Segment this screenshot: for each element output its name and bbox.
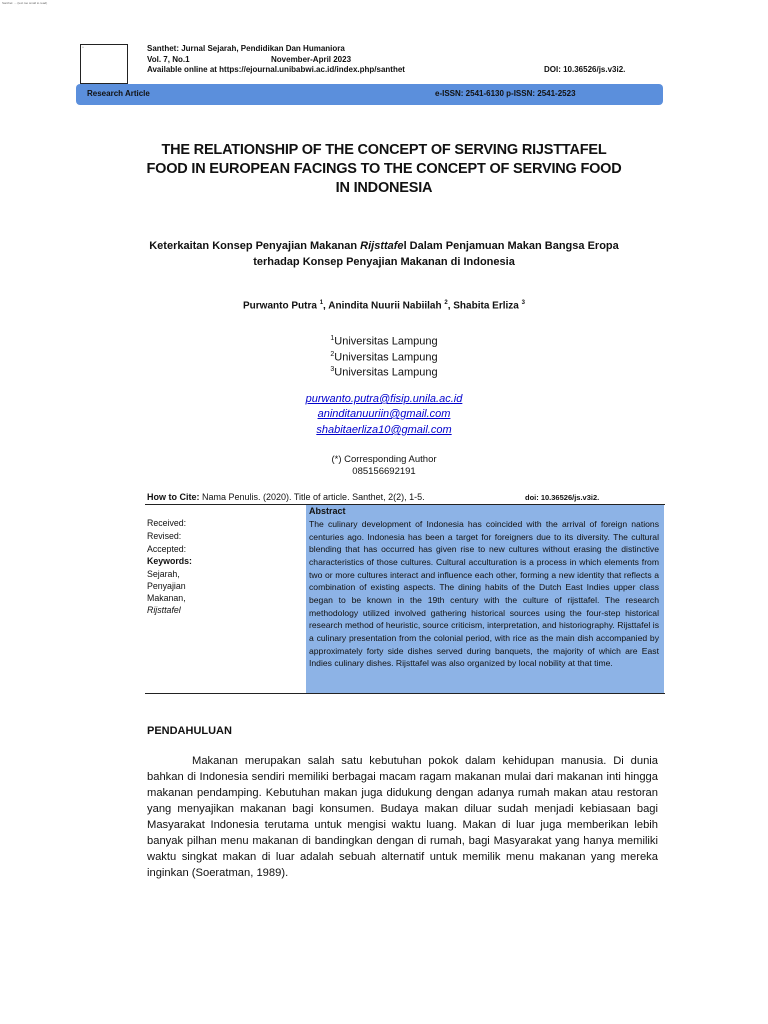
intro-paragraph-text: Makanan merupakan salah satu kebutuhan pokok dalam kehidupan manusia. Di dunia bahkan di Indonesia sendiri memiliki berbagai macam ragam makanan mulai dari makanan inti hingga makanan pendamping. Kebutuhan makan juga didukung dengan adanya rumah makan atau restoran yang menyajikan makanan bagi konsumen. Budaya makan diluar sudah menjadi kebiasaan bagi Masyarakat Indonesia terutama untuk mengisi waktu luang. Makan di luar juga memberikan lebih banyak pilhan menu makanan di bandingkan dengan di rumah, bagi Masyarakat yang hanya memiliki waktu singkat makan di luar adalah sebuah alternatif untuk memilik menu makanan yang mereka inginkan (Soeratman, 1989). — [147, 755, 658, 879]
keywords-label — [147, 555, 192, 568]
how-to-cite-text: Nama Penulis. (2020). Title of article. Santhet, 2(2), 1-5. — [199, 492, 425, 502]
corresponding-label: (*) Corresponding Author — [331, 454, 437, 465]
abstract-heading: Abstract — [309, 506, 346, 516]
journal-period: November-April 2023 — [271, 55, 352, 64]
article-type-bar — [76, 84, 663, 105]
author-separator: , — [447, 300, 454, 312]
keywords-heading: Keywords: — [147, 556, 192, 566]
how-to-cite-label: How to Cite: — [147, 492, 200, 502]
subtitle-text: l Dalam Penjamuan Makan Bangsa Eropa — [403, 240, 619, 252]
affil-marker: 3 — [330, 366, 335, 373]
divider-bottom — [145, 693, 665, 694]
journal-url[interactable]: Available online at https://ejournal.unibabwi.ac.id/index.php/santhet — [147, 65, 405, 74]
author-affil-marker: 3 — [521, 300, 525, 306]
article-subtitle — [120, 238, 648, 270]
keyword: Rijsttafel — [147, 605, 181, 615]
article-title — [120, 141, 648, 198]
subtitle-line-2: terhadap Konsep Penyajian Makanan di Indonesia — [253, 256, 515, 268]
author-name: Purwanto Putra — [243, 300, 320, 312]
title-line: IN INDONESIA — [335, 180, 433, 196]
article-type: Research Article — [87, 89, 150, 98]
subtitle-text: Keterkaitan Konsep Penyajian Makanan — [149, 240, 361, 252]
top-note: Santhet: ... (text too small to read) — [2, 1, 48, 5]
keyword: Makanan, — [147, 593, 186, 603]
title-line: THE RELATIONSHIP OF THE CONCEPT OF SERVING RIJSTTAFEL — [161, 142, 607, 158]
author-name: Shabita Erliza — [453, 300, 522, 312]
journal-logo-placeholder — [80, 44, 128, 84]
journal-doi: DOI: 10.36526/js.v3i2. — [544, 65, 626, 74]
broken-image-icon: ▫ — [82, 45, 84, 51]
accepted-label: Accepted: — [147, 544, 187, 554]
affil-marker: 1 — [330, 335, 335, 342]
subtitle-italic-term: Rijsttafe — [360, 240, 404, 252]
author-email-link[interactable]: aninditanuuriin@gmail.com — [317, 408, 451, 420]
affiliation — [120, 362, 648, 381]
author-affil-marker: 1 — [319, 300, 324, 306]
affil-text: Universitas Lampung — [334, 351, 438, 364]
how-to-cite — [147, 492, 425, 502]
affil-text: Universitas Lampung — [334, 335, 438, 348]
affil-marker: 2 — [330, 351, 335, 358]
affil-text: Universitas Lampung — [334, 366, 438, 379]
author-affil-marker: 2 — [444, 300, 448, 306]
author-email-link[interactable]: shabitaerliza10@gmail.com — [316, 424, 452, 436]
section-heading: PENDAHULUAN — [147, 725, 232, 737]
keyword: Sejarah, — [147, 569, 180, 579]
citation-doi: doi: 10.36526/js.v3i2. — [525, 493, 600, 502]
subtitle-line-1 — [120, 238, 648, 254]
journal-name: Santhet: Jurnal Sejarah, Pendidikan Dan Humaniora — [147, 44, 345, 53]
author-separator: , — [323, 300, 329, 312]
corresponding-phone: 085156692191 — [352, 466, 416, 477]
abstract-body: The culinary development of Indonesia has coincided with the arrival of foreign nations centuries ago. Indonesia has been a target for foreigners due to its diversity. The cultural blending that has occurred has given rise to new cultures without erasing the distinctive characteristics of those cultures. Cultural acculturation is a process in which elements from two or more cultures interact and influence each other, forming a new identity that reflects a combination of existing aspects. The dining habits of the Dutch East Indies upper class began to be known in the 19th century with the culture of rijsttafel. The research methodology utilized involved gathering historical sources using the four-step historical research method of heuristic, source criticism, interpretation, and historiography. Rijsttafel is a culinary presentation from the colonial period, with rice as the main dish accompanied by approximately forty side dishes served during banquets, the majority of which are East Indies culinary dishes. Rijsttafel was also organized by local nobility at that time. — [309, 519, 659, 669]
journal-volume: Vol. 7, No.1 — [147, 55, 190, 64]
keyword: Penyajian — [147, 581, 186, 591]
author-list — [120, 300, 648, 311]
author-email-link[interactable]: purwanto.putra@fisip.unila.ac.id — [305, 393, 463, 405]
title-line: FOOD IN EUROPEAN FACINGS TO THE CONCEPT OF SERVING FOOD — [146, 161, 622, 177]
received-label: Received: — [147, 518, 187, 528]
author-name: Anindita Nuurii Nabiilah — [328, 300, 445, 312]
issn-info: e-ISSN: 2541-6130 p-ISSN: 2541-2523 — [435, 89, 576, 98]
intro-paragraph — [147, 753, 658, 881]
revised-label: Revised: — [147, 531, 182, 541]
